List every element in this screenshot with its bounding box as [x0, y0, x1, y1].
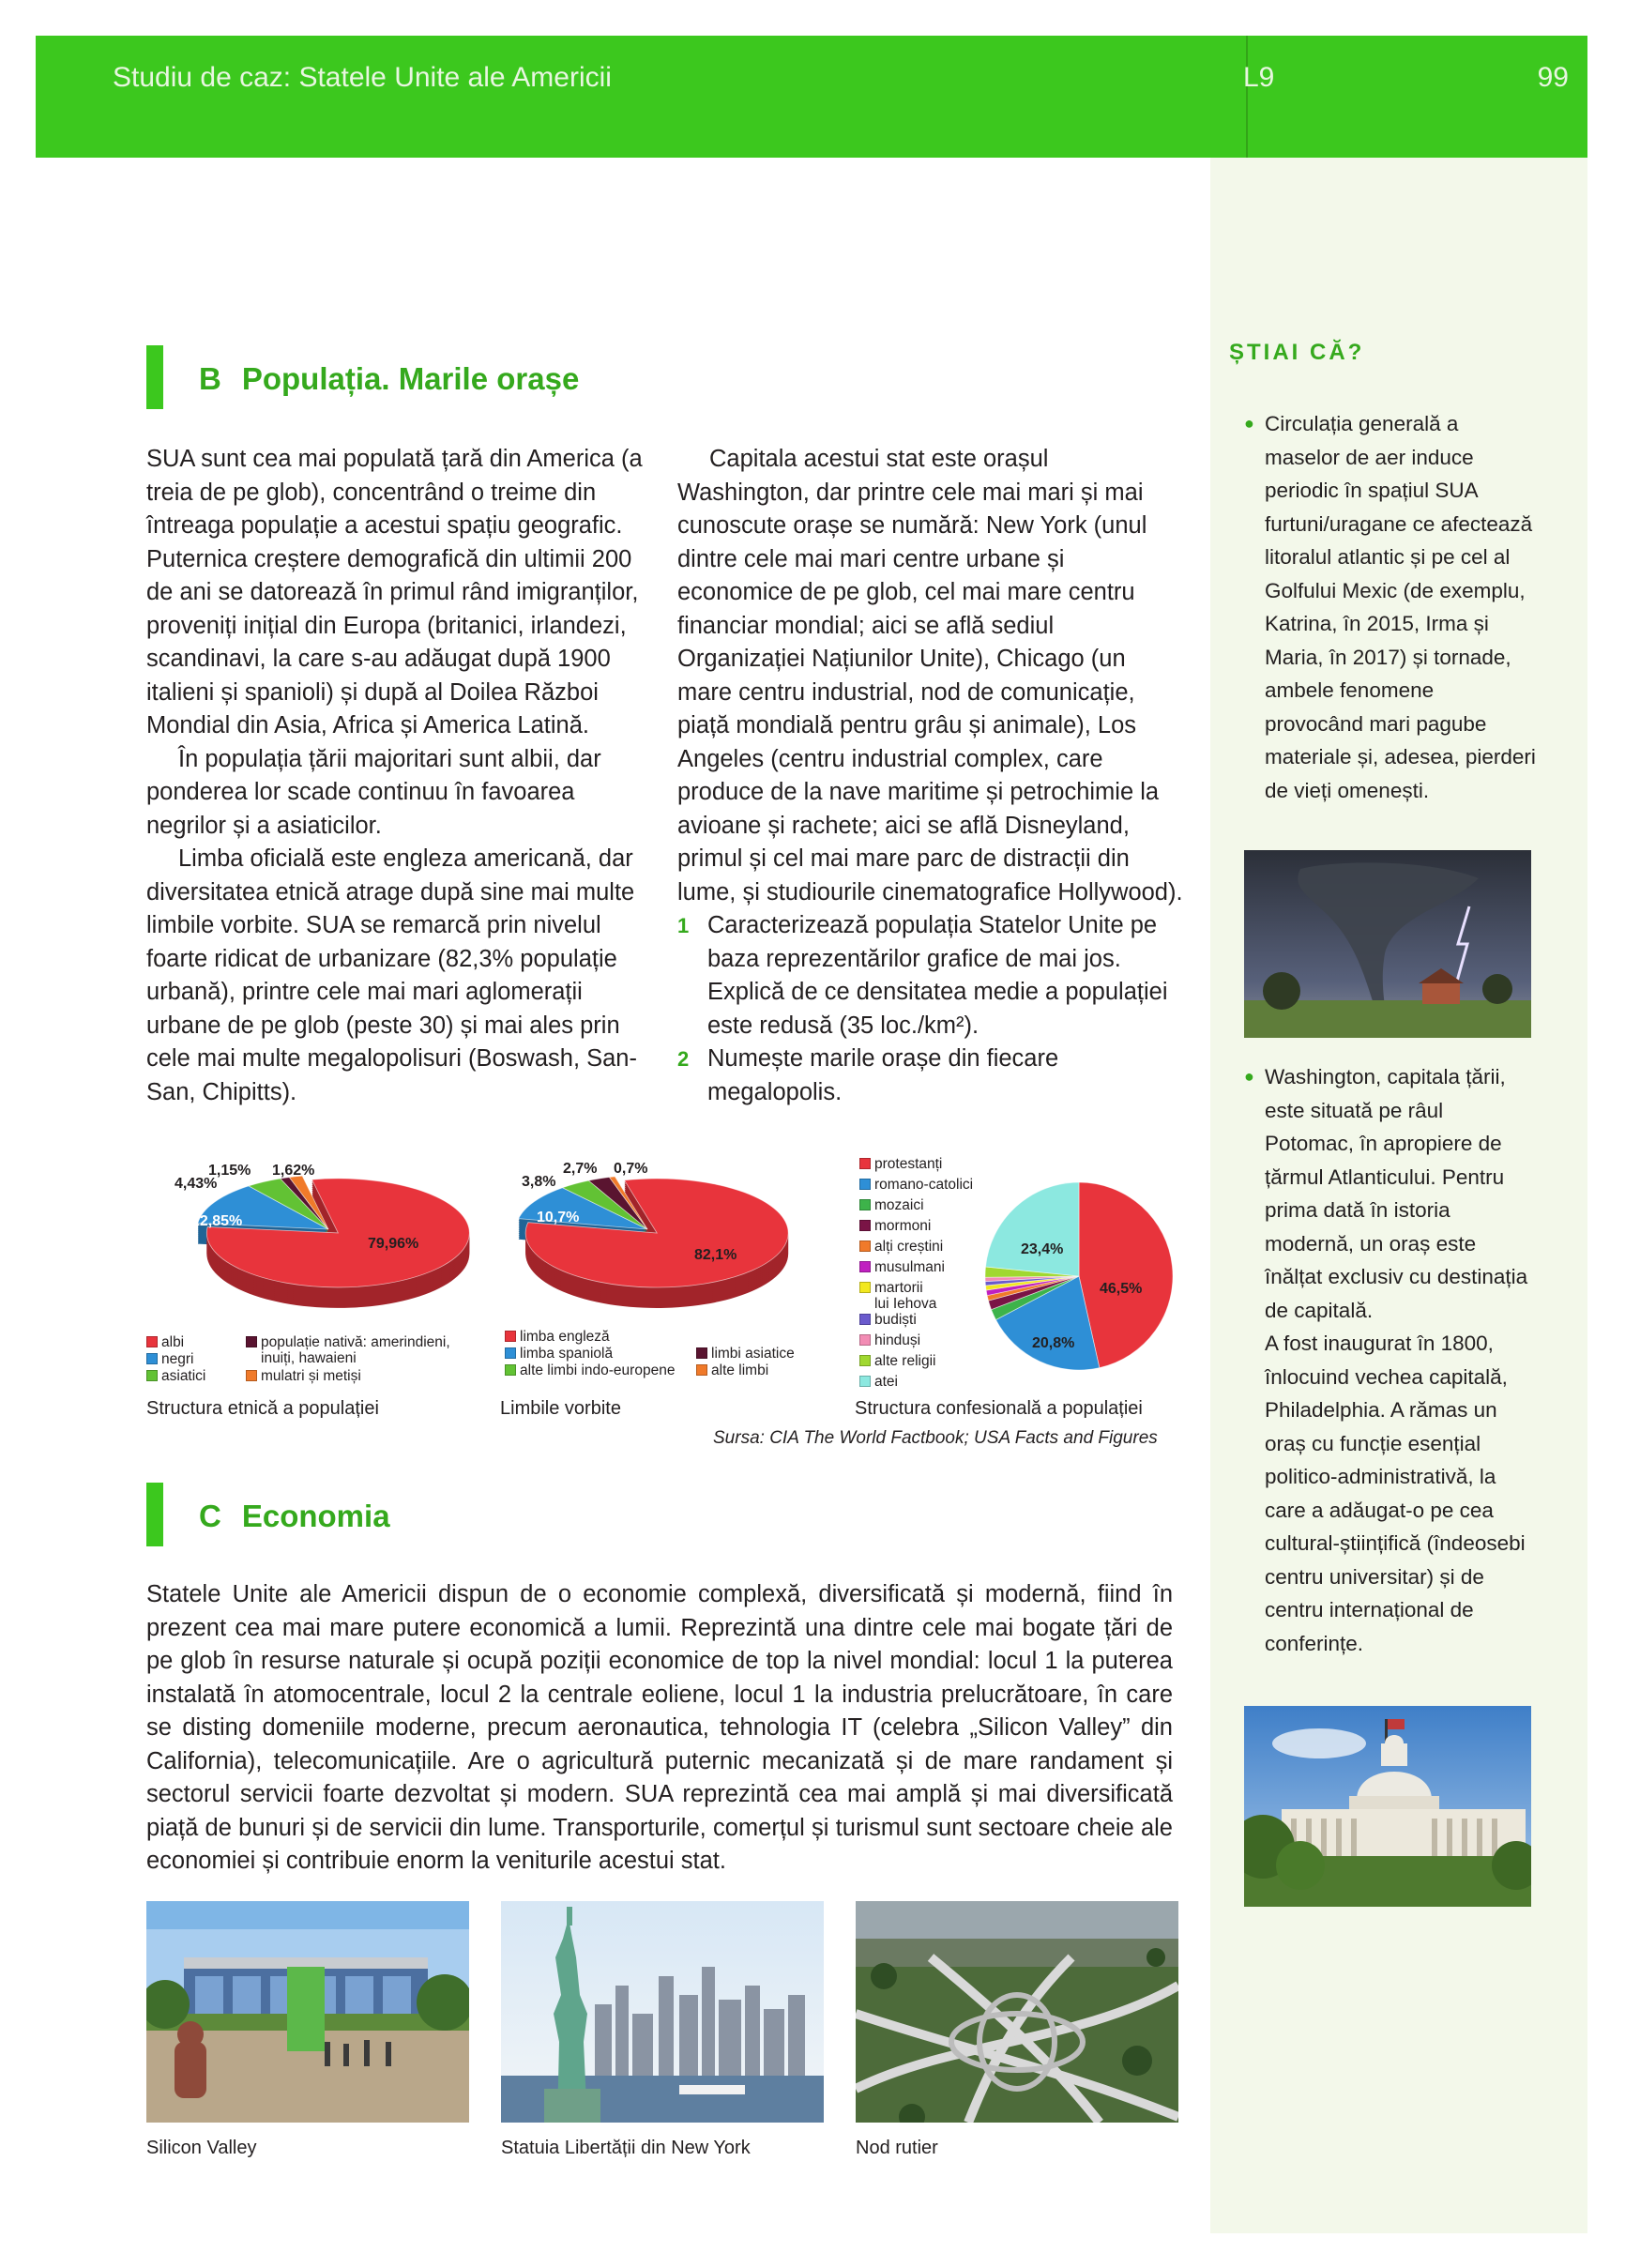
pie-slice	[986, 1182, 1079, 1276]
legend-swatch	[859, 1220, 871, 1231]
task-item	[677, 1043, 1184, 1109]
pie-data-label: 82,1%	[694, 1247, 737, 1263]
pie-data-label: 1,15%	[208, 1163, 251, 1179]
legend-entry	[859, 1259, 945, 1275]
legend-entry	[146, 1368, 205, 1384]
pie-data-label: 23,4%	[1021, 1241, 1064, 1257]
statue-of-liberty-photo	[501, 1901, 824, 2123]
legend-swatch	[859, 1282, 871, 1293]
pie-data-label: 4,43%	[175, 1176, 218, 1192]
legend-swatch	[146, 1370, 158, 1381]
tornado-image	[1244, 850, 1531, 1038]
task-text: Numește marile orașe din fiecare megalopolis.	[707, 1045, 1059, 1105]
pie-data-label: 12,85%	[191, 1213, 243, 1229]
legend-entry	[859, 1353, 935, 1369]
chart-religion-caption: Structura confesională a populației	[855, 1398, 1143, 1419]
legend-entry	[859, 1177, 973, 1193]
pie-languages-svg	[497, 1154, 835, 1398]
paragraph: SUA sunt cea mai populată țară din America (a treia de pe glob), concentrând o treime din întreaga populație a acestui spațiu geografic. Puternica creștere demografică din ultimii 200 de ani se datorează în primul rând imigranților, proveniți inițial din Europa (britanici, irlandezi, scandinavi, la care s-au adăugat după 1900 italieni și spanioli) și după al Doilea Război Mondial din Asia, Africa și America Latină.	[146, 446, 643, 738]
legend-label: mormoni	[874, 1218, 932, 1234]
paragraph: Statele Unite ale Americii dispun de o economie complexă, diversificată și modernă, fiind în prezent cea mai mare putere economică a lumii. Reprezintă una dintre cele mai bogate țări de pe glob în resurse naturale și ocupă poziții economice de top la nivel mondial: locul 1 la puterea instalată în atomocentrale, locul 2 la centrale eoliene, locul 1 la industria prelucrătoare, în care se disting domeniile moderne, precum aeronautica, tehnologia IT (celebra „Silicon Valley” din California), telecomunicațiile. Are o agricultură puternic mecanizată și de mare randament și sectorul servicii foarte dezvoltat și modern. SUA reprezintă cea mai amplă și mai diversificată piață de bunuri și de servicii din lume. Transporturile, comerțul și turismul sunt sectoare cheie ale economiei și contribuie enorm la veniturile acestui stat.	[146, 1581, 1173, 1874]
road-interchange-photo	[856, 1901, 1178, 2123]
legend-swatch	[505, 1331, 516, 1342]
legend-entry	[146, 1334, 184, 1350]
legend-label: negri	[161, 1351, 194, 1367]
legend-entry	[505, 1362, 675, 1378]
task-number: 1	[677, 914, 690, 937]
legend-swatch	[859, 1179, 871, 1190]
legend-entry	[859, 1218, 931, 1234]
pie-data-label: 3,8%	[522, 1174, 556, 1190]
legend-swatch	[859, 1158, 871, 1169]
paragraph: În populația țării majoritari sunt albii, dar ponderea lor scade continuu în favoarea negrilor și a asiaticilor.	[146, 745, 601, 839]
section-b-heading: Populația. Marile orașe	[241, 361, 580, 396]
chart-source: Sursa: CIA The World Factbook; USA Facts and Figures	[713, 1428, 1158, 1448]
legend-label: populație nativă: amerindieni, inuiți, hawaieni	[261, 1334, 450, 1366]
task-text: Caracterizează populația Statelor Unite pe baza reprezentărilor grafice de mai jos. Explică de ce densitatea medie a populației este redusă (35 loc./km²).	[707, 912, 1168, 1039]
pie-data-label: 79,96%	[368, 1236, 419, 1252]
sidebar-heading: ȘTIAI CĂ?	[1229, 340, 1365, 365]
legend-label: albi	[161, 1334, 185, 1350]
legend-label: alte limbi	[711, 1362, 769, 1378]
legend-label: romano-catolici	[874, 1177, 974, 1193]
legend-entry	[859, 1197, 924, 1213]
pie-data-label: 10,7%	[537, 1210, 580, 1225]
sidebar-fact-2	[1244, 1060, 1537, 1660]
legend-label: alte religii	[874, 1353, 936, 1369]
section-b-letter: B	[199, 361, 221, 396]
legend-entry	[696, 1346, 795, 1362]
legend-label: martorii lui Iehova	[874, 1280, 937, 1312]
sidebar-fact-2-text: Washington, capitala țării, este situată pe râul Potomac, în apropiere de țărmul Atlanticului. Pentru prima dată în istoria modernă, un oraș este înălțat exclusiv cu destinația de capitală.	[1265, 1065, 1528, 1322]
section-b-column-1	[146, 443, 653, 1109]
pie-data-label: 2,7%	[563, 1161, 598, 1177]
silicon-valley-photo	[146, 1901, 469, 2123]
sidebar-fact-2-text-2: A fost inaugurat în 1800, înlocuind vechea capitală, Philadelphia. A rămas un oraș cu funcție esențial politico-administrativă, la care a adăugat-o pe cea cultural-științifică (îndeosebi centru universitar) și de centru internațional de conferințe.	[1265, 1332, 1526, 1655]
legend-label: protestanți	[874, 1156, 943, 1172]
section-c-title	[199, 1499, 390, 1534]
chart-ethnic-caption: Structura etnică a populației	[146, 1398, 379, 1419]
page-number: 99	[1537, 62, 1569, 93]
road-interchange-caption: Nod rutier	[856, 2138, 938, 2158]
legend-label: asiatici	[161, 1368, 206, 1384]
legend-label: mulatri și metiși	[261, 1368, 361, 1384]
legend-swatch	[859, 1376, 871, 1387]
section-c-heading: Economia	[241, 1499, 390, 1533]
section-c-letter: C	[199, 1499, 221, 1533]
sidebar-fact-1-text: Circulația generală a maselor de aer induce periodic în spațiul SUA furtuni/uragane ce afectează litoralul atlantic și pe cel al Golfului Mexic (de exemplu, Katrina, în 2015, Irma și Maria, în 2017) și tornade, ambele fenomene provocând mari pagube materiale și, adesea, pierderi de vieți omenești.	[1265, 412, 1536, 802]
legend-label: limbi asiatice	[711, 1346, 795, 1362]
legend-swatch	[246, 1370, 257, 1381]
sidebar-fact-1	[1244, 407, 1537, 807]
legend-entry	[859, 1374, 898, 1390]
legend-label: limba engleză	[520, 1329, 610, 1345]
lesson-number: L9	[1243, 62, 1275, 93]
legend-swatch	[859, 1241, 871, 1252]
capitol-photo	[1244, 1706, 1531, 1907]
pie-data-label: 0,7%	[614, 1161, 648, 1177]
statue-of-liberty-caption: Statuia Libertății din New York	[501, 2138, 751, 2158]
paragraph: Capitala acestui stat este orașul Washington, dar printre cele mai mari și mai cunoscute orașe se numără: New York (unul dintre cele mai mari centre urbane și economice de pe glob, cel mai mare centru financiar mondial; aici se află sediul Organizației Națiunilor Unite), Chicago (un mare centru industrial, nod de comunicație, piață mondială pentru grâu și animale), Los Angeles (centru industrial complex, care produce de la nave maritime și petrochimie la avioane și rachete; aici se află Disneyland, primul și cel mai mare parc de distracții din lume, și studiourile cinematografice Hollywood).	[677, 446, 1183, 906]
legend-entry	[246, 1334, 477, 1366]
page-header-title: Studiu de caz: Statele Unite ale Americii	[113, 62, 612, 93]
legend-entry	[505, 1329, 610, 1345]
legend-label: hinduși	[874, 1332, 921, 1348]
legend-entry	[696, 1362, 768, 1378]
section-c-marker	[146, 1483, 163, 1546]
legend-entry	[505, 1346, 613, 1362]
legend-swatch	[859, 1355, 871, 1366]
legend-swatch	[696, 1364, 707, 1376]
paragraph: Limba oficială este engleza americană, dar diversitatea etnică atrage după sine mai multe limbile vorbite. SUA se remarcă prin nivelul foarte ridicat de urbanizare (82,3% populație urbană), printre cele mai mari aglomerații urbane de pe glob (peste 30) și mai ales prin cele mai multe megalopolisuri (Boswash, San-San, Chipitts).	[146, 845, 637, 1105]
task-number: 2	[677, 1047, 690, 1071]
road-interchange-image	[856, 1901, 1178, 2123]
legend-swatch	[146, 1336, 158, 1347]
legend-entry	[859, 1280, 940, 1312]
capitol-image	[1244, 1706, 1531, 1907]
legend-swatch	[859, 1261, 871, 1272]
legend-entry	[859, 1239, 943, 1255]
header-divider	[1246, 36, 1248, 158]
tornado-photo	[1244, 850, 1531, 1038]
legend-entry	[859, 1332, 920, 1348]
legend-label: mozaici	[874, 1197, 924, 1213]
legend-label: alți creștini	[874, 1239, 944, 1255]
legend-entry	[859, 1312, 917, 1328]
pie-data-label: 46,5%	[1100, 1281, 1143, 1297]
pie-data-label: 1,62%	[272, 1163, 315, 1179]
legend-entry	[859, 1156, 942, 1172]
page-header	[36, 36, 1587, 158]
legend-swatch	[505, 1347, 516, 1359]
section-b-column-2	[677, 443, 1184, 1109]
legend-label: alte limbi indo-europene	[520, 1362, 676, 1378]
pie-data-label: 20,8%	[1032, 1335, 1075, 1351]
chart-languages	[497, 1154, 835, 1398]
legend-swatch	[505, 1364, 516, 1376]
legend-entry	[146, 1351, 193, 1367]
section-b-marker	[146, 345, 163, 409]
legend-label: budiști	[874, 1312, 917, 1328]
chart-languages-caption: Limbile vorbite	[500, 1398, 621, 1419]
task-item	[677, 909, 1184, 1043]
section-c-text	[146, 1578, 1173, 1879]
statue-of-liberty-image	[501, 1901, 824, 2123]
legend-label: musulmani	[874, 1259, 945, 1275]
bullet-icon: ●	[1244, 414, 1254, 433]
legend-swatch	[859, 1199, 871, 1210]
silicon-valley-image	[146, 1901, 469, 2123]
legend-swatch	[859, 1334, 871, 1346]
legend-swatch	[246, 1336, 257, 1347]
section-b-title	[199, 361, 579, 397]
bullet-icon: ●	[1244, 1067, 1254, 1086]
legend-swatch	[696, 1347, 707, 1359]
legend-entry	[246, 1368, 361, 1384]
task-list	[677, 909, 1184, 1109]
legend-swatch	[146, 1353, 158, 1364]
silicon-valley-caption: Silicon Valley	[146, 2138, 257, 2158]
legend-label: limba spaniolă	[520, 1346, 614, 1362]
legend-swatch	[859, 1314, 871, 1325]
legend-label: atei	[874, 1374, 898, 1390]
